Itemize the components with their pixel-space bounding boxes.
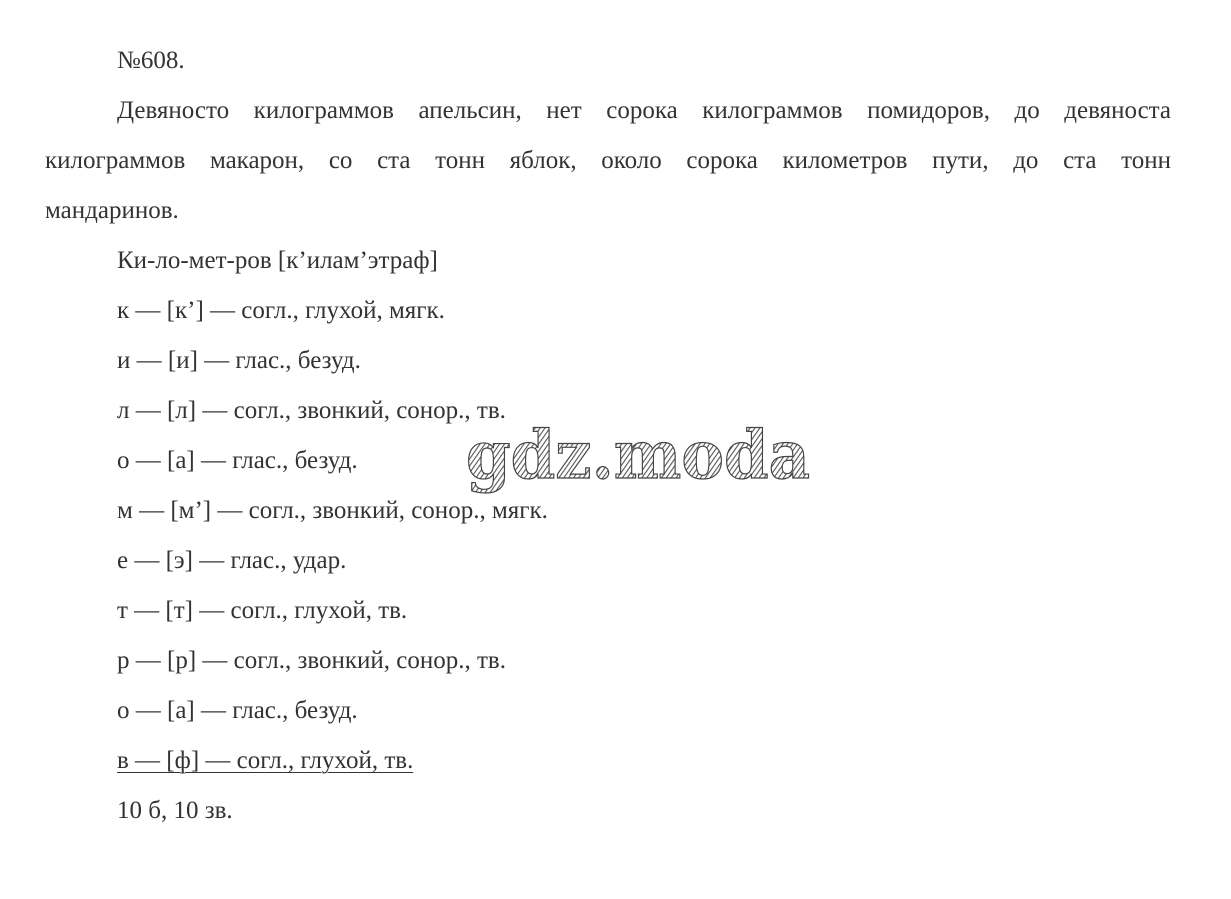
paragraph-line-1: Девяносто килограммов апельсин, нет сорока килограммов помидоров, до девяноста xyxy=(117,97,1171,124)
analysis-row-o-2: о — [а] — глас., безуд. xyxy=(117,697,358,724)
paragraph-line-2: килограммов макарон, со ста тонн яблок, около сорока километров пути, до ста тонн xyxy=(45,147,1171,174)
gdz-moda-watermark xyxy=(462,420,814,500)
paragraph-line-3: мандаринов. xyxy=(45,197,179,224)
exercise-number: №608. xyxy=(117,47,185,74)
analysis-row-l: л — [л] — согл., звонкий, сонор., тв. xyxy=(117,397,506,424)
analysis-row-m: м — [м’] — согл., звонкий, сонор., мягк. xyxy=(117,497,548,524)
analysis-row-t: т — [т] — согл., глухой, тв. xyxy=(117,597,408,624)
analysis-row-r: р — [р] — согл., звонкий, сонор., тв. xyxy=(117,647,506,674)
analysis-row-o-1: о — [а] — глас., безуд. xyxy=(117,447,358,474)
analysis-heading: Ки-ло-мет-ров [к’илам’этраф] xyxy=(117,247,438,274)
analysis-row-k: к — [к’] — согл., глухой, мягк. xyxy=(117,297,445,324)
analysis-row-v: в — [ф] — согл., глухой, тв. xyxy=(117,747,414,774)
analysis-row-e: е — [э] — глас., удар. xyxy=(117,547,347,574)
watermark-text: gdz.moda xyxy=(466,420,810,494)
analysis-summary: 10 б, 10 зв. xyxy=(117,797,233,824)
analysis-row-i: и — [и] — глас., безуд. xyxy=(117,347,361,374)
